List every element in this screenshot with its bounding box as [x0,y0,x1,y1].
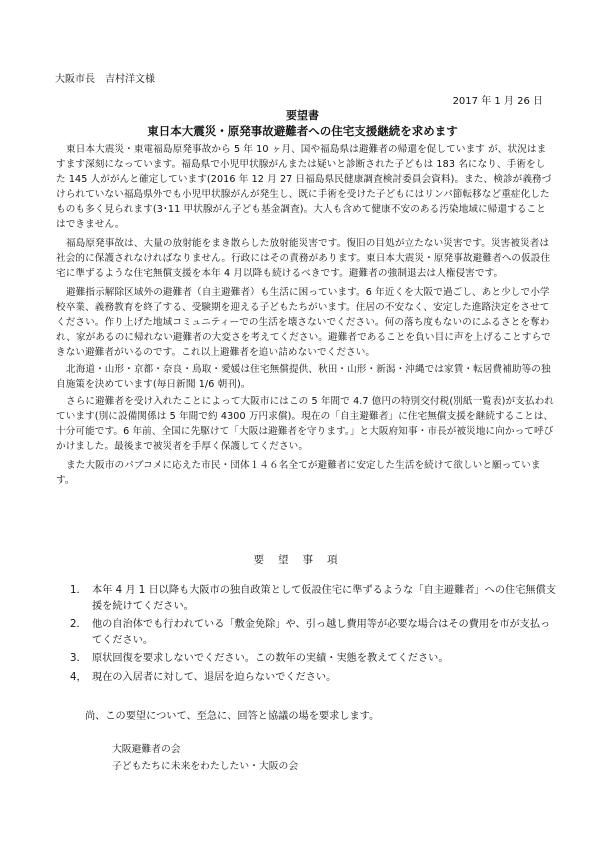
signatory-name: 子どもたちに未来をわたしたい・大阪の会 [112,761,299,772]
document-subtitle: 東日本大震災・原発事故避難者への住宅支援継続を求めます [147,124,458,138]
list-item [70,583,560,614]
paragraph-disaster-responsibility: 福島原発事故は、大量の放射能をまき散らした放射能災害です。復旧の目処が立たない災害です。災害被災者は社会的に保護されなければなりません。行政にはその責務があります。東日本大震災・原発事故避難者への仮設住宅に準ずるような住宅無償支援を本年 4 月以降も続けるべきです。避難者の強制退去は人権侵害です。 [56,238,551,279]
paragraph-funding: さらに避難者を受け入れたことによって大阪市にはこの 5 年間で 4.7 億円の特別交付税(別紙一覧表)が支払われています(別に設備関係は 5 年間で約 4300 万円求償)。現在の「自主避難者」に住宅無償支援を継続することは、十分可能です。6 年前、全国に先駆けて「大阪は避難者を守ります。」と大阪府知事・市長が被災地に向かって呼びかけました。最後まで被災者を手厚く保護してください。 [56,396,554,452]
list-item [70,651,560,667]
signatories [112,741,298,775]
requests-heading: 要望事項 [253,554,352,566]
document-date: 2017 年 1 月 26 日 [452,96,543,107]
body-text [56,142,554,490]
request-number: 3． [70,653,87,664]
list-item [70,617,560,648]
paragraph-voluntary-evacuees: 避難指示解除区域外の避難者（自主避難者）も生活に困っています。6 年近くを大阪で過ごし、あと少しで小学校卒業、義務教育を終了する、受験期を迎える子どもたちがいます。住居の不安なく、安定した進路決定をさせてください。作り上げた地域コミュニティーでの生活を壊さないでください。何の落ち度もないのにふるさとを奪われ、家があるのに帰れない避難者の大変さを考えてください。避難者であることを負い目に声を上げることすらできない避難者がいるのです。これ以上避難者を追い詰めないでください。 [56,287,551,358]
closing-statement: 尚、この要望について、至急に、回答と協議の場を要求します。 [85,711,380,722]
request-number: 1． [70,585,87,596]
request-text: 他の自治体でも行われている「敷金免除」や、引っ越し費用等が必要な場合はその費用を市が支払ってください。 [92,619,551,646]
requests-list [70,583,560,688]
list-item [70,670,560,686]
request-number: 2． [70,619,87,630]
paragraph-other-prefectures: 北海道・山形・京都・奈良・鳥取・愛媛は住宅無償提供、秋田・山形・新潟・沖縄では家賃・転居費補助等の独自施策を決めています(毎日新聞 1/6 朝刊)。 [56,364,551,390]
request-number: 4， [70,671,87,683]
request-text: 原状回復を要求しないでください。この数年の実績・実態を教えてください。 [92,653,449,664]
request-text: 現在の入居者に対して、退居を迫らないでください。 [92,671,337,683]
paragraph-public-comment: また大阪市のパブコメに応えた市民・団体１４６名全てが避難者に安定した生活を続けて欲しいと願っています。 [56,460,541,486]
request-text: 本年 4 月 1 日以降も大阪市の独自政策として仮設住宅に準ずるような「自主避難者」への住宅無償支援を続けてください。 [92,585,556,612]
signatory-name: 大阪避難者の会 [112,744,181,755]
paragraph-health-situation: 東日本大震災・東電福島原発事故から 5 年 10 ヶ月、国や福島県は避難者の帰還を促しています が、状況はますます深刻になっています。福島県で小児甲状腺がんまたは疑いと診断された子どもは 183 名になり、手術をした 145 人ががんと確定しています(2016 年 12 月 27 日福島県民健康調査検討委員会資料)。また、検診が義務づけられていない福島県外でも小児甲状腺がんが発生し、既に手術を受けた子どもにはリンパ節転移など重症化したものも多く見られます(3･11 甲状腺がん子ども基金調査)。大人も含めて健康不安のある汚染地域に帰還することはできません。 [56,144,552,230]
document-title: 要望書 [286,109,319,122]
addressee: 大阪市長 吉村洋文様 [55,74,155,85]
